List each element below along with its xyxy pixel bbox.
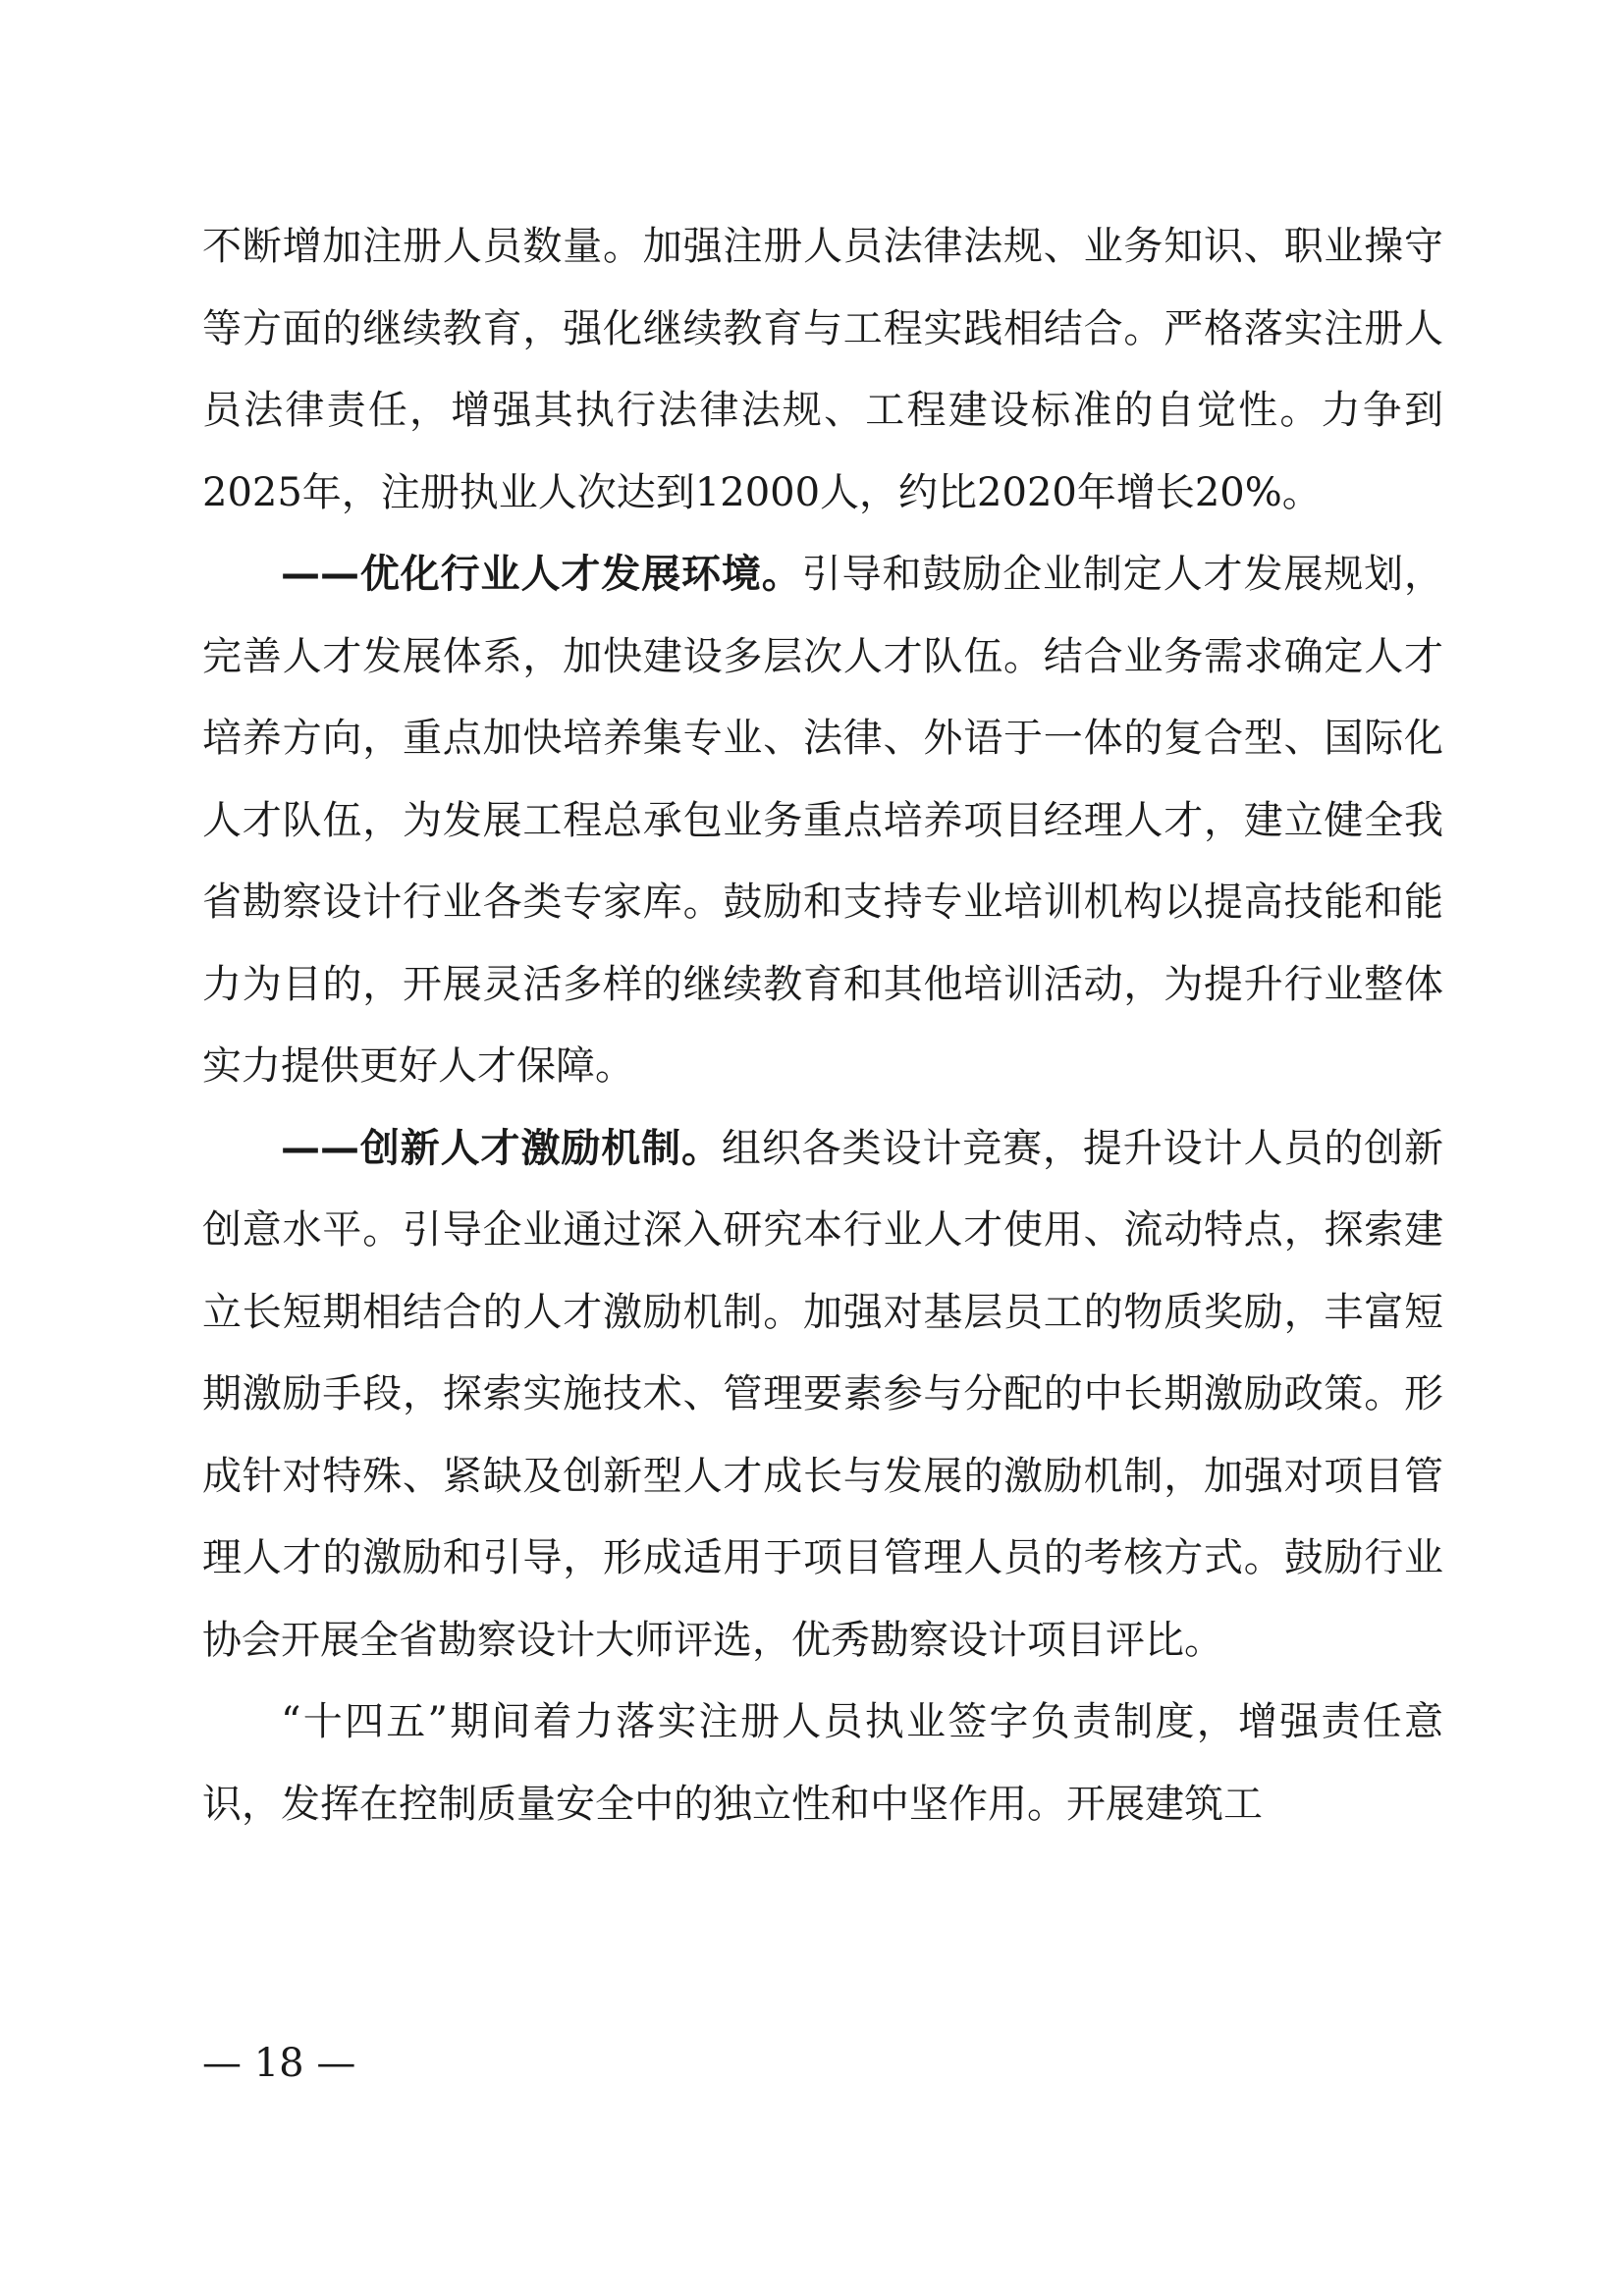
paragraph-text: 不断增加注册人员数量。加强注册人员法律法规、业务知识、职业操守等方面的继续教育，强化继续教育与工程实践相结合。严格落实注册人员法律责任，增强其执行法律法规、工程建设标准的自觉性。力争到2025年，注册执业人次达到12000人，约比2020年增长20%。	[202, 224, 1443, 515]
paragraph-heading: ——优化行业人才发展环境。	[281, 552, 802, 597]
paragraph-talent-environment	[202, 534, 1443, 1108]
page-number: — 18 —	[202, 2041, 356, 2086]
paragraph-continuation	[202, 206, 1443, 534]
paragraph-fourteenth-five-year	[202, 1682, 1443, 1845]
paragraph-talent-incentive	[202, 1108, 1443, 1682]
paragraph-text: 组织各类设计竞赛，提升设计人员的创新创意水平。引导企业通过深入研究本行业人才使用、流动特点，探索建立长短期相结合的人才激励机制。加强对基层员工的物质奖励，丰富短期激励手段，探索实施技术、管理要素参与分配的中长期激励政策。形成针对特殊、紧缺及创新型人才成长与发展的激励机制，加强对项目管理人才的激励和引导，形成适用于项目管理人员的考核方式。鼓励行业协会开展全省勘察设计大师评选，优秀勘察设计项目评比。	[202, 1125, 1444, 1663]
paragraph-text: 引导和鼓励企业制定人才发展规划，完善人才发展体系，加快建设多层次人才队伍。结合业务需求确定人才培养方向，重点加快培养集专业、法律、外语于一体的复合型、国际化人才队伍，为发展工程总承包业务重点培养项目经理人才，建立健全我省勘察设计行业各类专家库。鼓励和支持专业培训机构以提高技能和能力为目的，开展灵活多样的继续教育和其他培训活动，为提升行业整体实力提供更好人才保障。	[202, 552, 1444, 1089]
paragraph-text: “十四五”期间着力落实注册人员执业签字负责制度，增强责任意识，发挥在控制质量安全中的独立性和中坚作用。开展建筑工	[202, 1699, 1443, 1827]
paragraph-heading: ——创新人才激励机制。	[281, 1125, 722, 1171]
body-text	[202, 206, 1443, 1845]
